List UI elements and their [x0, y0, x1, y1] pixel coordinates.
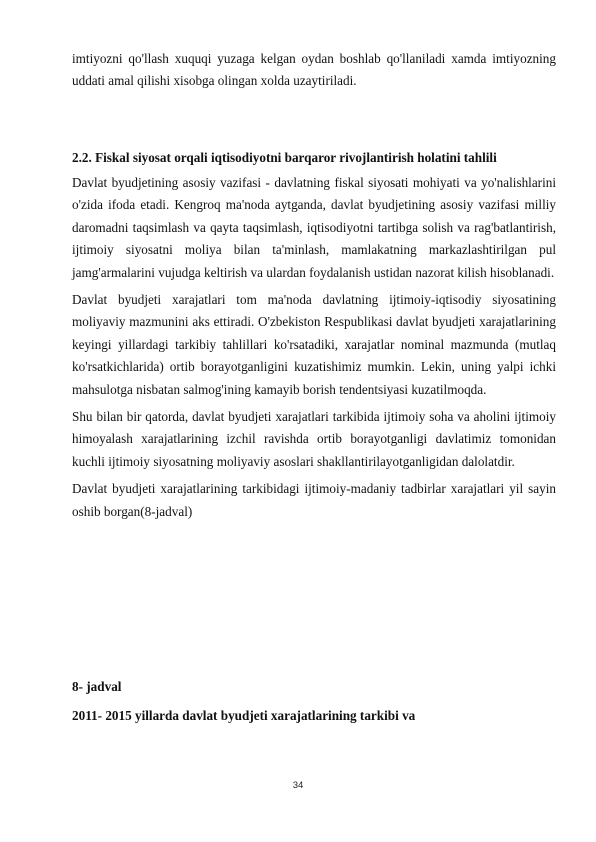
table-title-block — [72, 705, 556, 727]
intro-block — [72, 48, 556, 98]
intro-paragraph: imtiyozni qo'llash xuquqi yuzaga kelgan oydan boshlab qo'llaniladi xamda imtiyozning uddati amal qilishi xisobga olingan xolda uzaytiriladi. — [72, 51, 556, 89]
paragraph: Davlat byudjeti xarajatlari tom ma'noda davlatning ijtimoiy-iqtisodiy siyosatining moliyaviy mazmunini aks ettiradi. O'zbekiston Respublikasi davlat byudjeti xarajatlarining keyingi yillardagi tarkibiy tahlillari ko'rsatadiki, xarajatlar nominal mazmunda (mutlaq ko'rsatkichlarida) ortib borayotganligini kuzatishimiz mumkin. Lekin, uning yalpi ichki mahsulotga nisbatan salmog'ining kamayib borish tendentsiyasi kuzatilmoqda. — [72, 292, 556, 397]
paragraph: Davlat byudjetining asosiy vazifasi - davlatning fiskal siyosati mohiyati va yo'nalishlarini o'zida ifoda etadi. Kengroq ma'noda aytganda, davlat byudjetining asosiy vazifasi milliy daromadni taqsimlash va qayta taqsimlash, iqtisodiyotni tartibga solish va rag'batlantirish, ijtimoiy siyosatni moliya bilan ta'minlash, mamlakatning markazlashtirilgan pul jamg'armalarini vujudga keltirish va ulardan foydalanish ustidan nazorat kilish hisoblanadi. — [72, 175, 556, 280]
table-label-block — [72, 676, 556, 698]
table-title: 2011- 2015 yillarda davlat byudjeti xarajatlarining tarkibi va — [72, 708, 416, 723]
section-heading: 2.2. Fiskal siyosat orqali iqtisodiyotni barqaror rivojlantirish holatini tahlili — [72, 150, 497, 165]
section-heading-block — [72, 147, 556, 169]
page-number: 34 — [292, 780, 304, 791]
table-label: 8- jadval — [72, 679, 122, 694]
paragraph: Davlat byudjeti xarajatlarining tarkibidagi ijtimoiy-madaniy tadbirlar xarajatlari yil sayin oshib borgan(8-jadval) — [72, 481, 556, 519]
body-text — [72, 172, 556, 528]
paragraph: Shu bilan bir qatorda, davlat byudjeti xarajatlari tarkibida ijtimoiy soha va aholini ijtimoiy himoyalash xarajatlarining izchil ravishda ortib borayotganligi davlatimiz tomonidan kuchli ijtimoiy siyosatning moliyaviy asoslari shakllantirilayotganligidan dalolatdir. — [72, 409, 556, 469]
